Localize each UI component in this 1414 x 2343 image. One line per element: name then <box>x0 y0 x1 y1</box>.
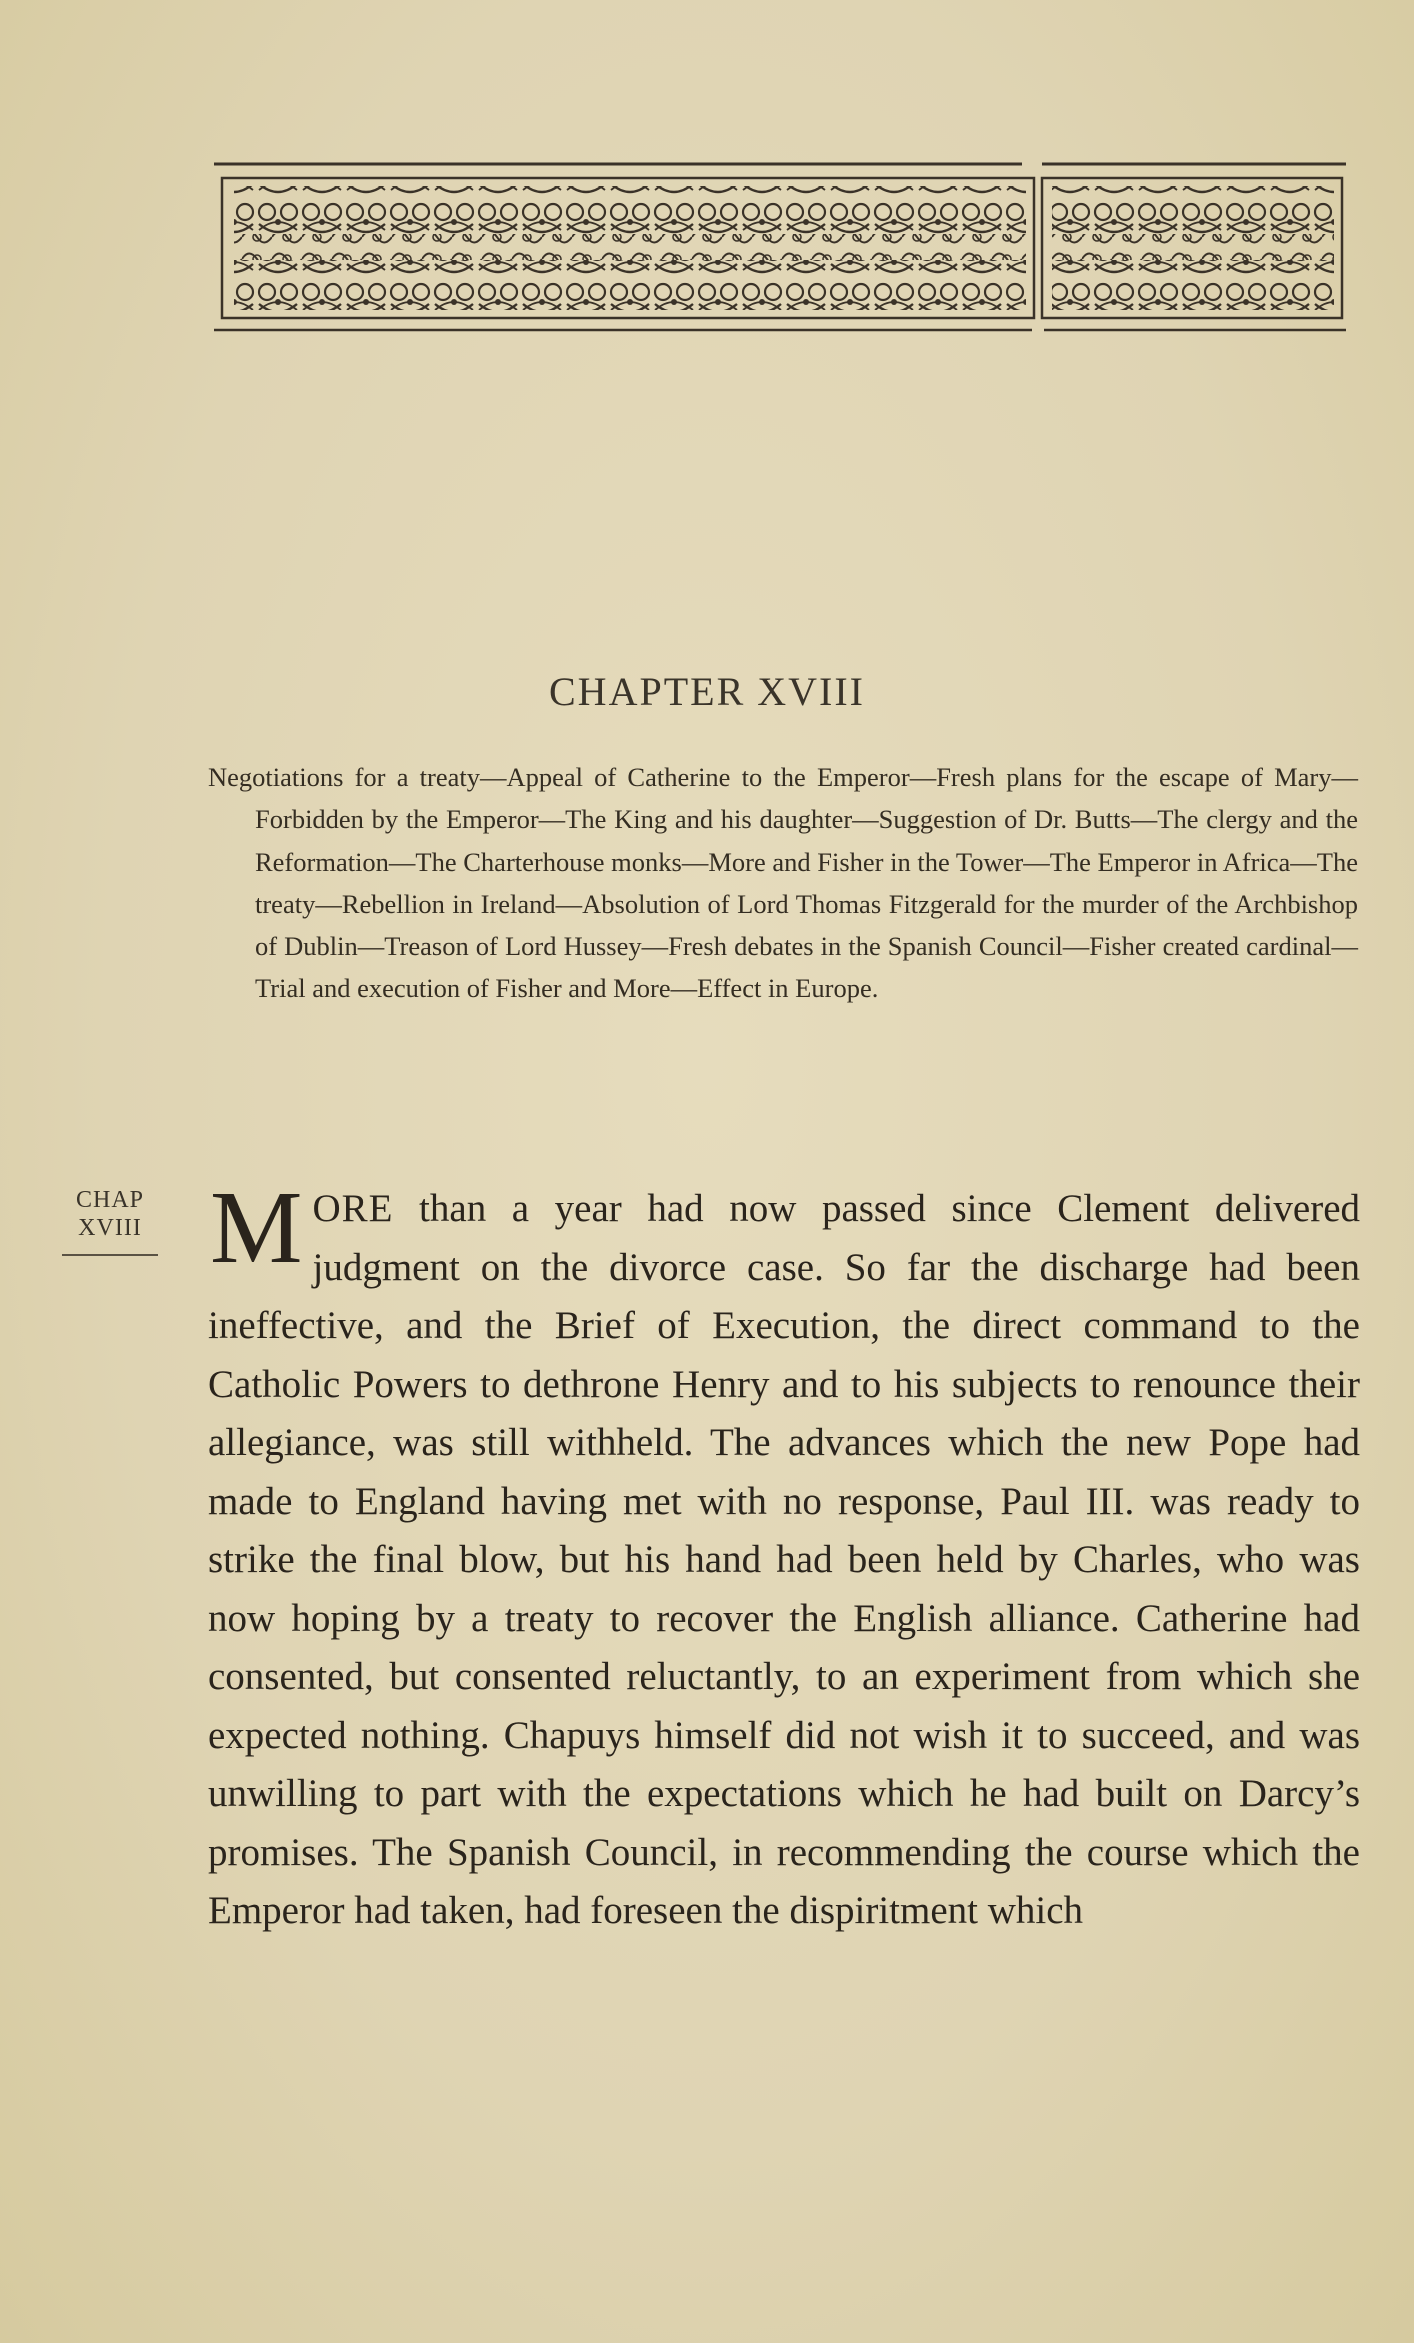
margin-note-chap: CHAP <box>75 1187 145 1213</box>
chapter-title: CHAPTER XVIII <box>549 669 865 714</box>
chapter-summary: Negotiations for a treaty—Appeal of Catherine to the Emperor—Fresh plans for the escape of Mary—Forbidden by the Emperor—The King and his daughter—Suggestion of Dr. Butts—The clergy and the Reformation—The Charterhouse monks—More and Fisher in the Tower—The Emperor in Africa—The treaty—Rebellion in Ireland—Absolution of Lord Thomas Fitzgerald for the murder of the Archbishop of Dublin—Treason of Lord Hussey—Fresh debates in the Spanish Council—Fisher created cardinal—Trial and execution of Fisher and More—Effect in Europe. <box>208 762 1359 1004</box>
margin-note <box>62 1186 158 1256</box>
ornamental-headpiece <box>212 160 1348 336</box>
opening-word: ORE <box>312 1187 394 1230</box>
paragraph-text: than a year had now passed since Clement delivered judgment on the divorce case. So far the discharge had been ineffective, and the Brief of Execution, the direct command to the Catholic Powers to dethrone Henry and to his subjects to renounce their allegiance, was still withheld. The advances which the new Pope had made to England having met with no response, Paul III. was ready to strike the final blow, but his hand had been held by Charles, who was now hoping by a treaty to recover the English alliance. Catherine had consented, but consented reluctantly, to an experiment from which she expected nothing. Chapuys himself did not wish it to succeed, and was unwilling to part with the expectations which he had built on Darcy’s promises. The Spanish Council, in recommending the course which the Emperor had taken, had foreseen the dispiritment which <box>208 1187 1360 1932</box>
drop-cap: M <box>210 1170 303 1285</box>
margin-note-rule <box>62 1254 158 1256</box>
margin-note-number: XVIII <box>78 1215 142 1241</box>
body-paragraph <box>208 1170 1360 1941</box>
